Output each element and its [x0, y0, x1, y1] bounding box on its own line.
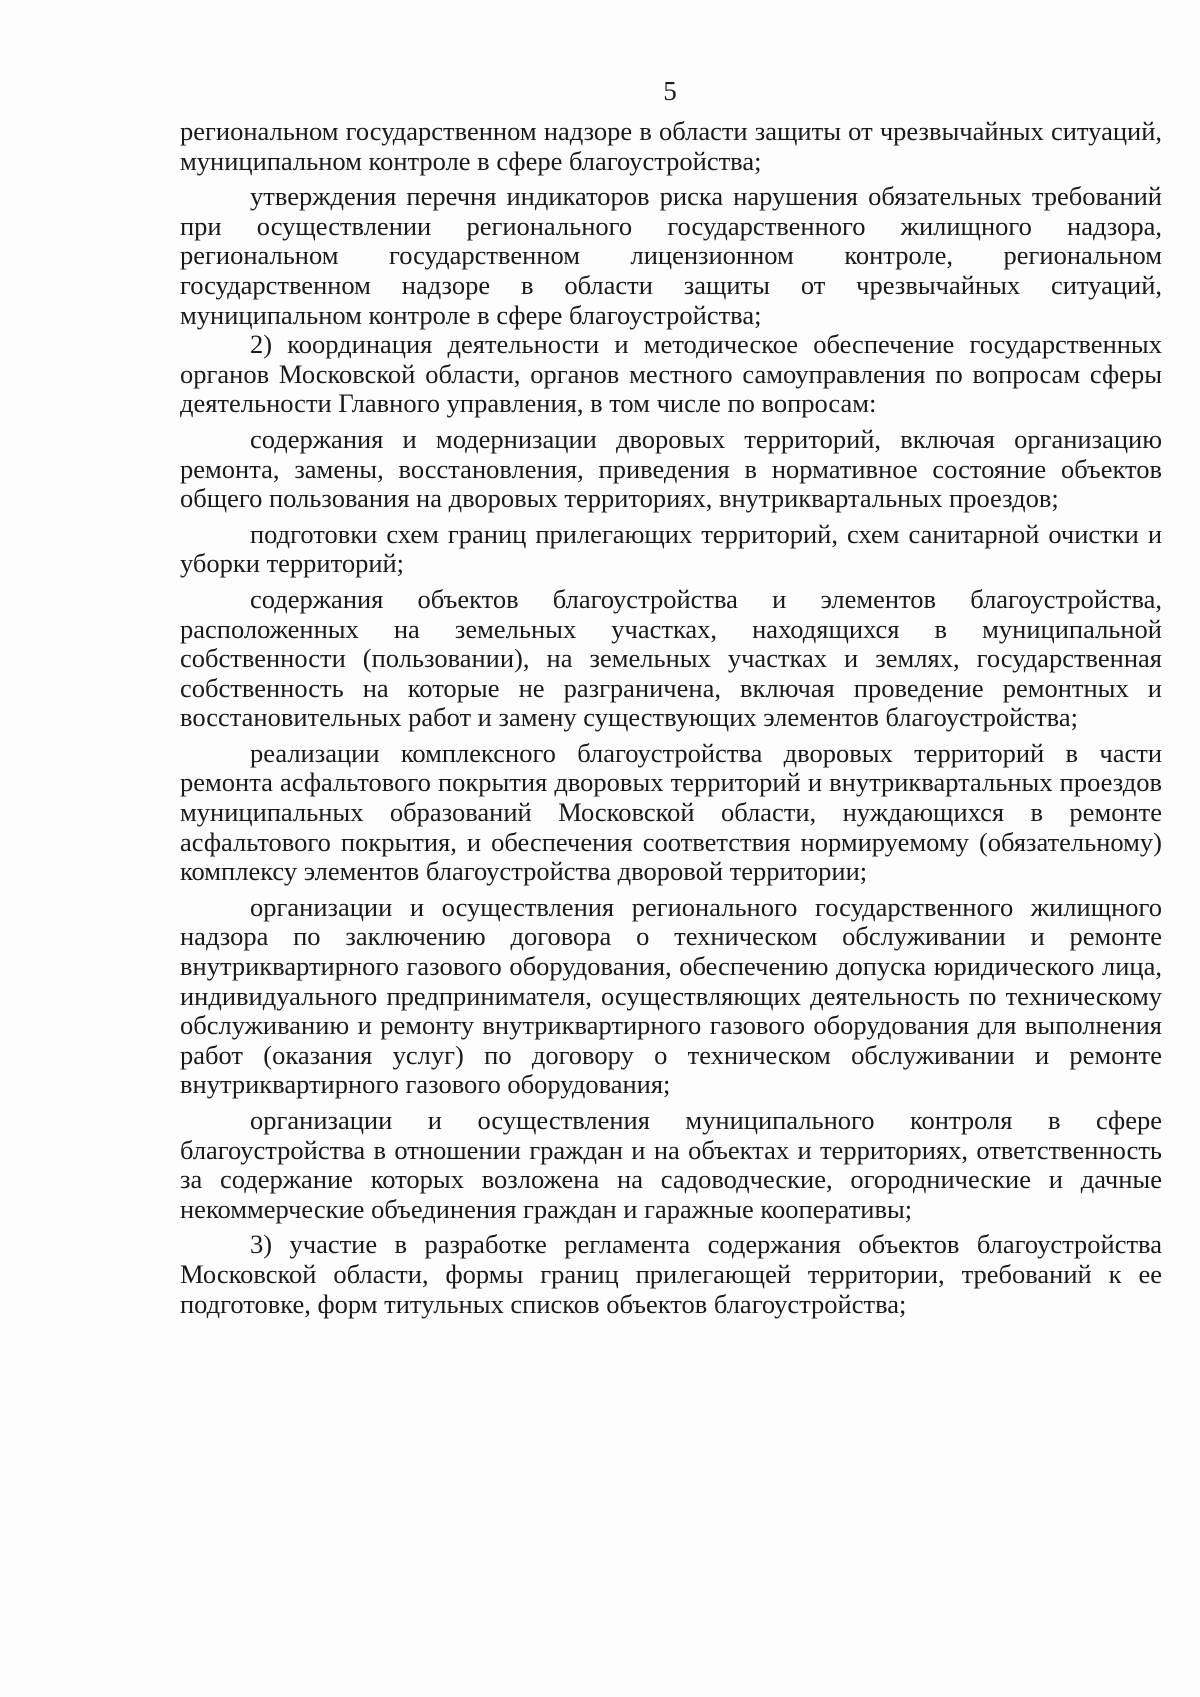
paragraph-7: реализации комплексного благоустройства дворовых территорий в части ремонта асфальтового покрытия дворовых территорий и внутриквартальных проездов муниципальных образований Московской области, нуждающихся в ремонте асфальтового покрытия, и обеспечения соответствия нормируемому (обязательному) комплексу элементов благоустройства дворовой территории; [180, 737, 1162, 887]
paragraph-2: утверждения перечня индикаторов риска нарушения обязательных требований при осуществлении регионального государственного жилищного надзора, региональном государственном лицензионном контроле, региональном государственном надзоре в области защиты от чрезвычайных ситуаций, муниципальном контроле в сфере благоустройства; [180, 181, 1162, 330]
paragraph-9: организации и осуществления муниципального контроля в сфере благоустройства в отношении граждан и на объектах и территориях, ответственность за содержание которых возложена на садоводческие, огороднические и дачные некоммерческие объединения граждан и гаражные кооперативы; [180, 1105, 1162, 1224]
document-body [180, 117, 1162, 1319]
paragraph-4: содержания и модернизации дворовых территорий, включая организацию ремонта, замены, восстановления, приведения в нормативное состояние объектов общего пользования на дворовых территориях, внутриквартальных проездов; [180, 423, 1162, 514]
paragraph-3: 2) координация деятельности и методическое обеспечение государственных органов Московской области, органов местного самоуправления по вопросам сферы деятельности Главного управления, в том числе по вопросам: [180, 329, 1162, 419]
paragraph-5: подготовки схем границ прилегающих территорий, схем санитарной очистки и уборки территорий; [180, 518, 1162, 579]
paragraph-6: содержания объектов благоустройства и элементов благоустройства, расположенных на земельных участках, находящихся в муниципальной собственности (пользовании), на земельных участках и землях, государственная собственность на которые не разграничена, включая проведение ремонтных и восстановительных работ и замену существующих элементов благоустройства; [180, 583, 1162, 733]
paragraph-8: организации и осуществления регионального государственного жилищного надзора по заключению договора о техническом обслуживании и ремонте внутриквартирного газового оборудования, обеспечению допуска юридического лица, индивидуального предпринимателя, осуществляющих деятельность по техническому обслуживанию и ремонту внутриквартирного газового оборудования для выполнения работ (оказания услуг) по договору о техническом обслуживании и ремонте внутриквартирного газового оборудования; [180, 891, 1162, 1100]
paragraph-1: региональном государственном надзоре в области защиты от чрезвычайных ситуаций, муниципальном контроле в сфере благоустройства; [180, 116, 1162, 176]
page-number: 5 [663, 76, 677, 106]
paragraph-10: 3) участие в разработке регламента содержания объектов благоустройства Московской области, формы границ прилегающей территории, требований к ее подготовке, форм титульных списков объектов благоустройства; [180, 1229, 1162, 1319]
